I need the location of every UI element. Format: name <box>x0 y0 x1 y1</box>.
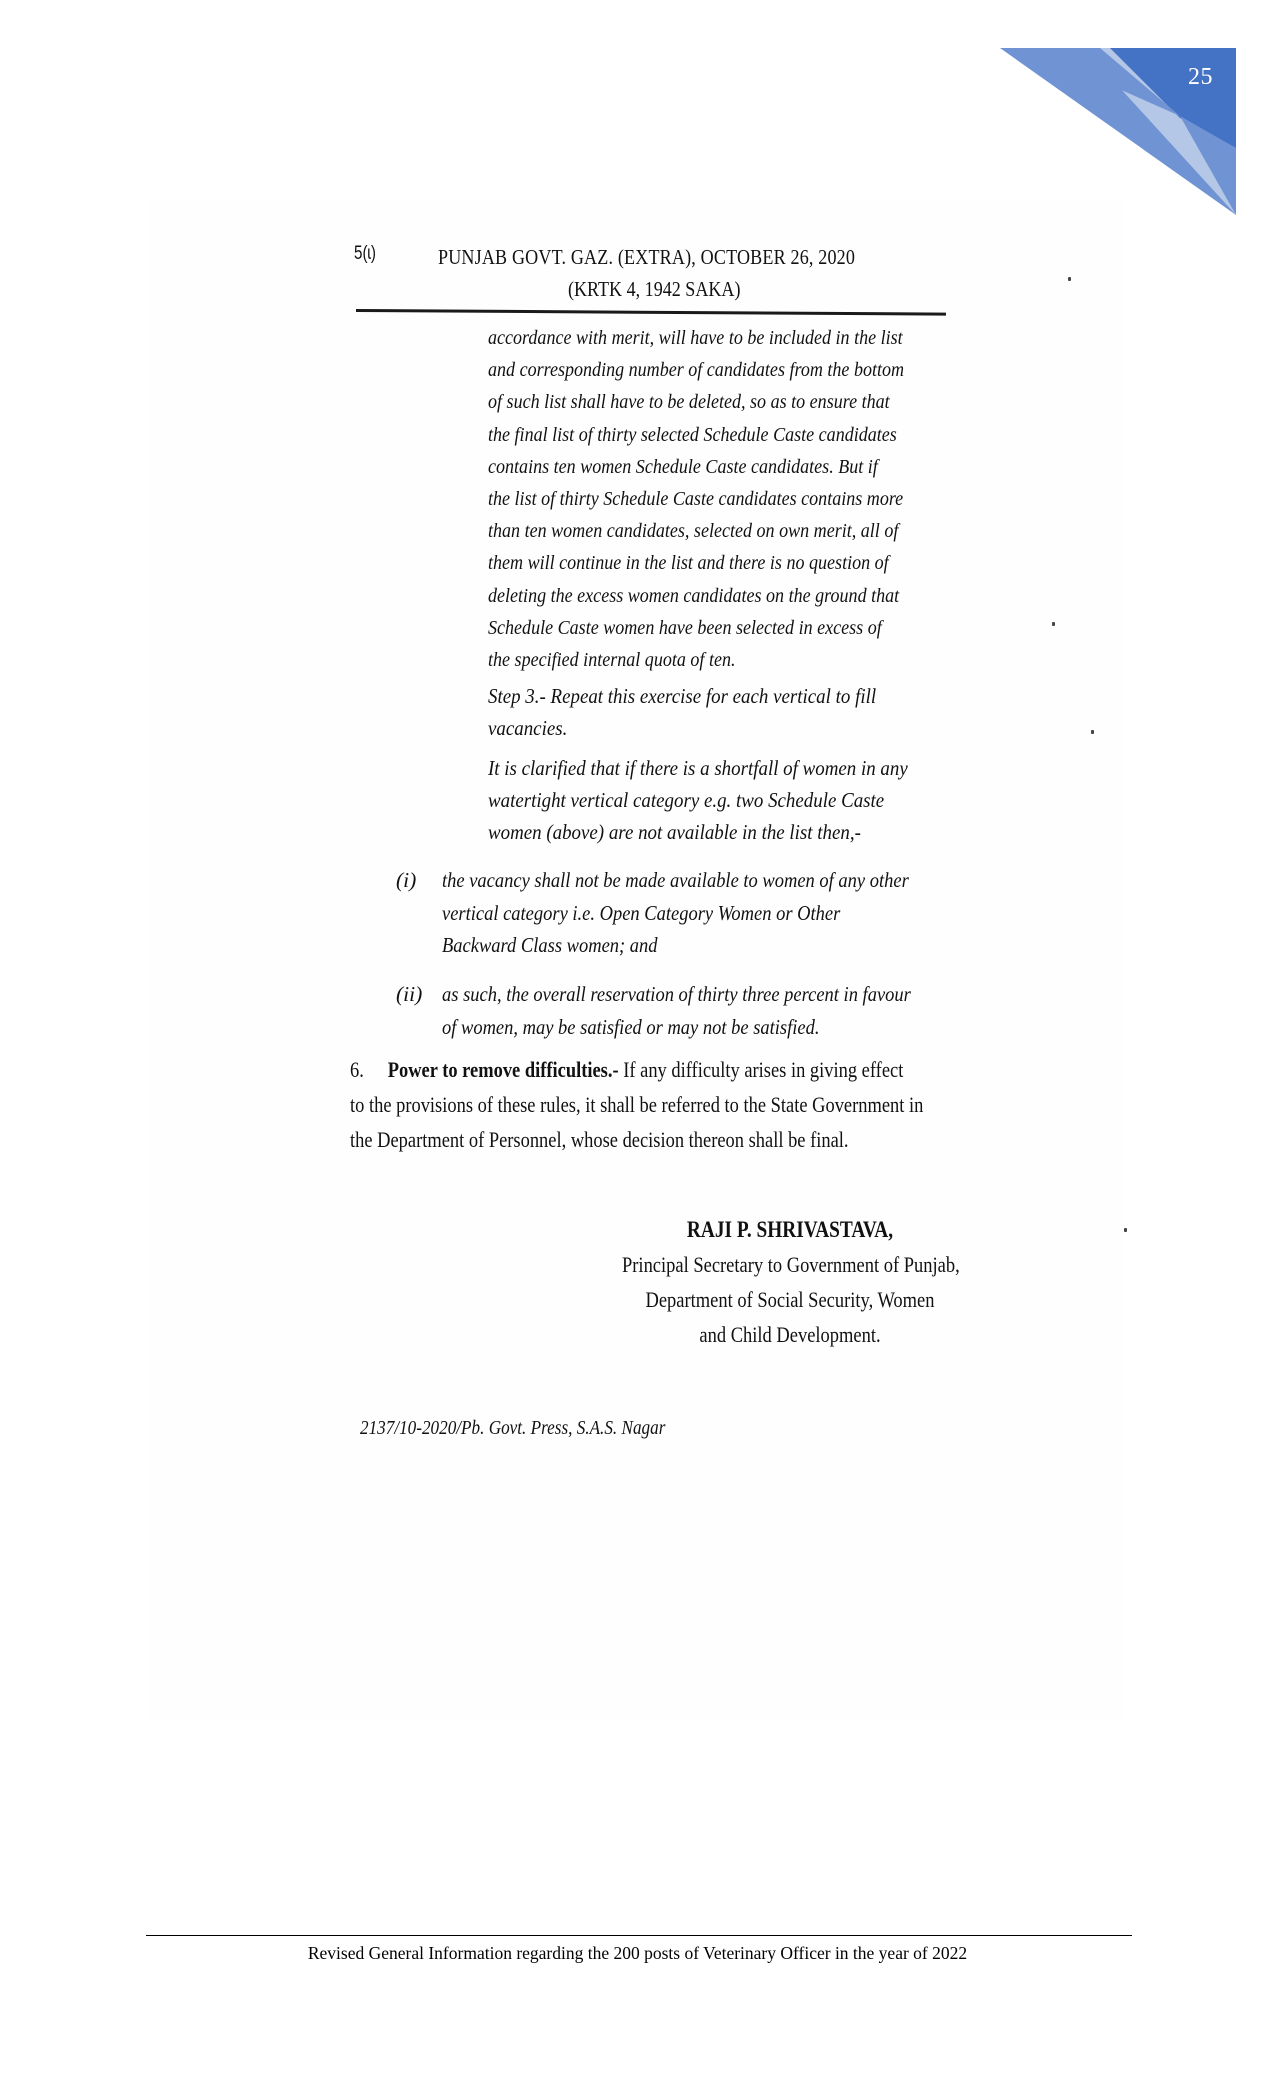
text-line: the Department of Personnel, whose decision thereon shall be final. <box>350 1127 849 1152</box>
signatory-title-line: Principal Secretary to Government of Punjab, <box>622 1252 960 1277</box>
signature-block <box>622 1212 958 1352</box>
list-marker: (ii) <box>396 982 423 1006</box>
text-line: the list of thirty Schedule Caste candidates contains more <box>488 488 904 511</box>
text-line: vacancies. <box>488 716 568 741</box>
text-line: watertight vertical category e.g. two Schedule Caste <box>488 788 885 813</box>
text-line: of such list shall have to be deleted, so as to ensure that <box>488 391 890 414</box>
text-line: the vacancy shall not be made available to women of any other <box>442 868 909 892</box>
text-line: Schedule Caste women have been selected in excess of <box>488 616 882 639</box>
text-line: them will continue in the list and there is no question of <box>488 552 889 575</box>
footer-rule <box>146 1935 1132 1936</box>
press-reference: 2137/10-2020/Pb. Govt. Press, S.A.S. Nagar <box>360 1418 666 1439</box>
text-line: than ten women candidates, selected on own merit, all of <box>488 520 899 543</box>
gazette-title: PUNJAB GOVT. GAZ. (EXTRA), OCTOBER 26, 2020 <box>438 245 856 269</box>
gazette-subtitle: (KRTK 4, 1942 SAKA) <box>568 277 741 301</box>
continuation-paragraph <box>488 322 928 676</box>
text-line: Step 3.- Repeat this exercise for each vertical to fill <box>488 684 877 708</box>
scan-speck <box>1052 622 1055 626</box>
gazette-page-ref: 5(ɩ) <box>354 243 376 264</box>
text-line: deleting the excess women candidates on the ground that <box>488 584 900 607</box>
text-line: as such, the overall reservation of thirty three percent in favour <box>442 982 911 1006</box>
list-marker: (i) <box>396 868 417 892</box>
scan-speck <box>1091 730 1094 734</box>
text-line: If any difficulty arises in giving effect <box>618 1057 904 1082</box>
clarification-paragraph <box>488 752 928 849</box>
text-line: women (above) are not available in the list then,- <box>488 820 861 845</box>
text-line: vertical category i.e. Open Category Women or Other <box>442 900 841 925</box>
text-line: of women, may be satisfied or may not be satisfied. <box>442 1014 820 1039</box>
signatory-title-line: and Child Development. <box>699 1322 881 1347</box>
text-line: Backward Class women; and <box>442 933 658 957</box>
text-line: the specified internal quota of ten. <box>488 649 736 672</box>
text-line: accordance with merit, will have to be included in the list <box>488 327 903 349</box>
step-3-paragraph <box>488 680 928 744</box>
section-heading: Power to remove difficulties.- <box>387 1057 619 1082</box>
section-number: 6. <box>350 1057 364 1082</box>
text-line: and corresponding number of candidates from the bottom <box>488 359 905 382</box>
page-number: 25 <box>1188 64 1213 90</box>
scan-speck <box>1124 1228 1127 1232</box>
scan-speck <box>1068 277 1071 281</box>
text-line: the final list of thirty selected Schedule Caste candidates <box>488 423 897 446</box>
text-line: It is clarified that if there is a shortfall of women in any <box>488 756 908 780</box>
footer-text: Revised General Information regarding the 200 posts of Veterinary Officer in the year of 2022 <box>307 1943 968 1963</box>
text-line: contains ten women Schedule Caste candidates. But if <box>488 455 878 478</box>
signatory-title-line: Department of Social Security, Women <box>645 1287 935 1312</box>
text-line: to the provisions of these rules, it shall be referred to the State Government in <box>350 1092 924 1117</box>
section-6 <box>350 1052 924 1157</box>
signatory-name: RAJI P. SHRIVASTAVA, <box>686 1217 894 1242</box>
